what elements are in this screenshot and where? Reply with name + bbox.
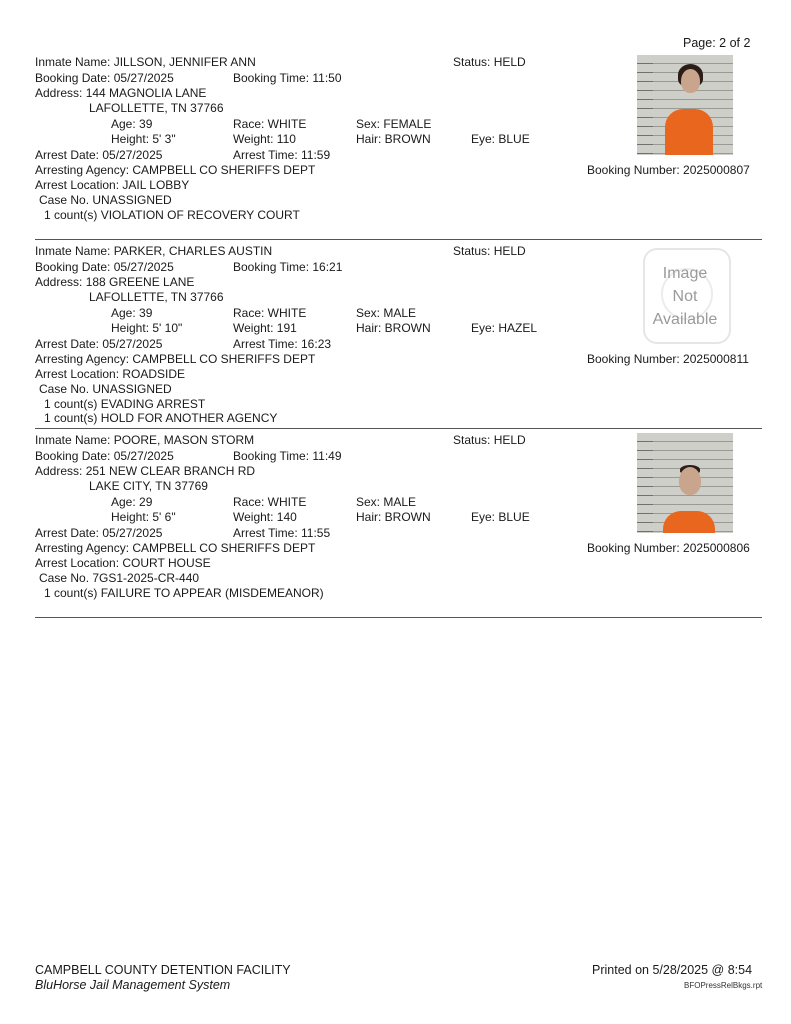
image-not-available-placeholder — [637, 244, 733, 344]
arrest-date: Arrest Date: 05/27/2025 — [35, 526, 163, 540]
booking-time: Booking Time: 16:21 — [233, 260, 343, 274]
age: Age: 39 — [111, 117, 153, 131]
hair-color: Hair: BROWN — [356, 510, 431, 524]
arresting-agency: Arresting Agency: CAMPBELL CO SHERIFFS DEPT — [35, 352, 316, 366]
age: Age: 39 — [111, 306, 153, 320]
booking-date: Booking Date: 05/27/2025 — [35, 260, 174, 274]
inmate-record — [0, 433, 791, 623]
placeholder-word: Image — [662, 265, 708, 282]
weight: Weight: 110 — [233, 132, 296, 146]
inmate-record — [0, 244, 791, 434]
height: Height: 5' 3" — [111, 132, 176, 146]
record-divider — [35, 617, 762, 618]
address-line-1: Address: 251 NEW CLEAR BRANCH RD — [35, 464, 256, 478]
facility-name: CAMPBELL COUNTY DETENTION FACILITY — [35, 963, 291, 977]
eye-color: Eye: BLUE — [471, 510, 530, 524]
charge-line: 1 count(s) VIOLATION OF RECOVERY COURT — [44, 208, 300, 222]
address-line-1: Address: 188 GREENE LANE — [35, 275, 195, 289]
weight: Weight: 191 — [233, 321, 297, 335]
charge-line: 1 count(s) HOLD FOR ANOTHER AGENCY — [44, 411, 278, 425]
hair-color: Hair: BROWN — [356, 321, 431, 335]
weight: Weight: 140 — [233, 510, 297, 524]
address-line-2: LAFOLLETTE, TN 37766 — [89, 101, 224, 115]
address-line-1: Address: 144 MAGNOLIA LANE — [35, 86, 207, 100]
booking-number: Booking Number: 2025000811 — [587, 352, 749, 366]
record-divider — [35, 428, 762, 429]
case-number: Case No. 7GS1-2025-CR-440 — [39, 571, 200, 585]
height: Height: 5' 10" — [111, 321, 183, 335]
sex: Sex: MALE — [356, 495, 417, 509]
status: Status: HELD — [453, 55, 526, 69]
race: Race: WHITE — [233, 306, 307, 320]
arrest-date: Arrest Date: 05/27/2025 — [35, 337, 163, 351]
arresting-agency: Arresting Agency: CAMPBELL CO SHERIFFS DEPT — [35, 163, 316, 177]
arrest-time: Arrest Time: 16:23 — [233, 337, 332, 351]
race: Race: WHITE — [233, 495, 307, 509]
sex: Sex: FEMALE — [356, 117, 432, 131]
inmate-record — [0, 55, 791, 245]
booking-time: Booking Time: 11:49 — [233, 449, 342, 463]
placeholder-word: Available — [652, 311, 718, 328]
arrest-date: Arrest Date: 05/27/2025 — [35, 148, 163, 162]
booking-number: Booking Number: 2025000806 — [587, 541, 750, 555]
system-name: BluHorse Jail Management System — [35, 978, 231, 992]
age: Age: 29 — [111, 495, 153, 509]
inmate-name: Inmate Name: PARKER, CHARLES AUSTIN — [35, 244, 273, 258]
status: Status: HELD — [453, 244, 526, 258]
arrest-location: Arrest Location: JAIL LOBBY — [35, 178, 190, 192]
height: Height: 5' 6" — [111, 510, 176, 524]
hair-color: Hair: BROWN — [356, 132, 431, 146]
mugshot-photo — [637, 55, 733, 155]
eye-color: Eye: HAZEL — [471, 321, 538, 335]
inmate-name: Inmate Name: POORE, MASON STORM — [35, 433, 255, 447]
arrest-time: Arrest Time: 11:59 — [233, 148, 331, 162]
case-number: Case No. UNASSIGNED — [39, 382, 172, 396]
arrest-location: Arrest Location: COURT HOUSE — [35, 556, 211, 570]
report-filename: BFOPressRelBkgs.rpt — [684, 981, 763, 990]
mugshot-shirt — [663, 511, 715, 533]
booking-number: Booking Number: 2025000807 — [587, 163, 750, 177]
charge-line: 1 count(s) FAILURE TO APPEAR (MISDEMEANOR) — [44, 586, 324, 600]
address-line-2: LAFOLLETTE, TN 37766 — [89, 290, 224, 304]
printed-timestamp: Printed on 5/28/2025 @ 8:54 — [592, 963, 753, 977]
mugshot-photo — [637, 433, 733, 533]
page-number: Page: 2 of 2 — [683, 36, 751, 50]
arrest-location: Arrest Location: ROADSIDE — [35, 367, 186, 381]
mugshot-head — [679, 467, 701, 495]
race: Race: WHITE — [233, 117, 307, 131]
sex: Sex: MALE — [356, 306, 417, 320]
record-divider — [35, 239, 762, 240]
eye-color: Eye: BLUE — [471, 132, 530, 146]
image-not-available-text — [637, 262, 733, 331]
arresting-agency: Arresting Agency: CAMPBELL CO SHERIFFS DEPT — [35, 541, 316, 555]
arrest-time: Arrest Time: 11:55 — [233, 526, 331, 540]
booking-date: Booking Date: 05/27/2025 — [35, 449, 174, 463]
mugshot-head — [681, 69, 700, 93]
placeholder-word: Not — [672, 288, 698, 305]
mugshot-shirt — [665, 109, 713, 155]
address-line-2: LAKE CITY, TN 37769 — [89, 479, 208, 493]
inmate-name: Inmate Name: JILLSON, JENNIFER ANN — [35, 55, 256, 69]
charge-line: 1 count(s) EVADING ARREST — [44, 397, 206, 411]
status: Status: HELD — [453, 433, 526, 447]
case-number: Case No. UNASSIGNED — [39, 193, 172, 207]
booking-time: Booking Time: 11:50 — [233, 71, 342, 85]
booking-date: Booking Date: 05/27/2025 — [35, 71, 174, 85]
